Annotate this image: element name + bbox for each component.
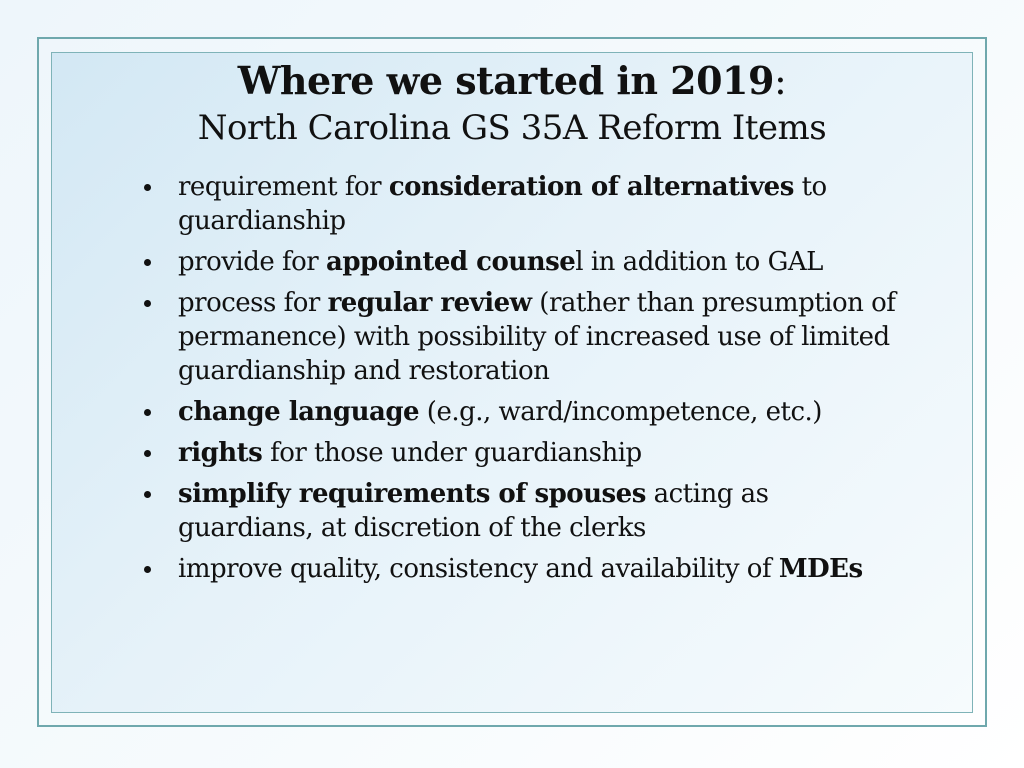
bullet-dot-icon (144, 491, 151, 498)
item-text: provide for (178, 247, 326, 277)
slide-title (51, 58, 973, 150)
item-bold-text: MDEs (778, 554, 863, 584)
bullet-dot-icon (144, 566, 151, 573)
item-bold-text: consideration of alternatives (388, 172, 794, 202)
reform-items-list (140, 170, 900, 593)
item-text: requirement for (178, 172, 389, 202)
bullet-dot-icon (144, 409, 151, 416)
list-item (140, 245, 900, 279)
title-main-text: Where we started in 2019 (237, 58, 774, 103)
bullet-dot-icon (144, 259, 151, 266)
list-item (140, 477, 900, 545)
list-item (140, 286, 900, 388)
item-text: l in addition to GAL (575, 247, 823, 277)
item-bold-text: change language (178, 397, 420, 427)
item-text: acting as guardians, at discretion of the clerks (178, 479, 769, 543)
list-item (140, 552, 900, 586)
item-text: improve quality, consistency and availability of (178, 554, 779, 584)
item-text: (rather than presumption of permanence) with possibility of increased use of limited guardianship and restoration (178, 288, 896, 386)
item-bold-text: regular review (327, 288, 532, 318)
title-main (51, 58, 973, 104)
bullet-dot-icon (144, 300, 151, 307)
list-item (140, 170, 900, 238)
title-subtitle: North Carolina GS 35A Reform Items (197, 108, 827, 148)
title-colon: : (773, 59, 787, 103)
item-text: process for (178, 288, 328, 318)
bullet-dot-icon (144, 450, 151, 457)
list-item (140, 395, 900, 429)
item-bold-text: rights (178, 438, 263, 468)
item-bold-text: appointed counse (326, 247, 576, 277)
list-item (140, 436, 900, 470)
item-text: for those under guardianship (262, 438, 642, 468)
item-text: to guardianship (178, 172, 827, 236)
item-bold-text: simplify requirements of spouses (178, 479, 646, 509)
bullet-dot-icon (144, 184, 151, 191)
item-text: (e.g., ward/incompetence, etc.) (419, 397, 822, 427)
